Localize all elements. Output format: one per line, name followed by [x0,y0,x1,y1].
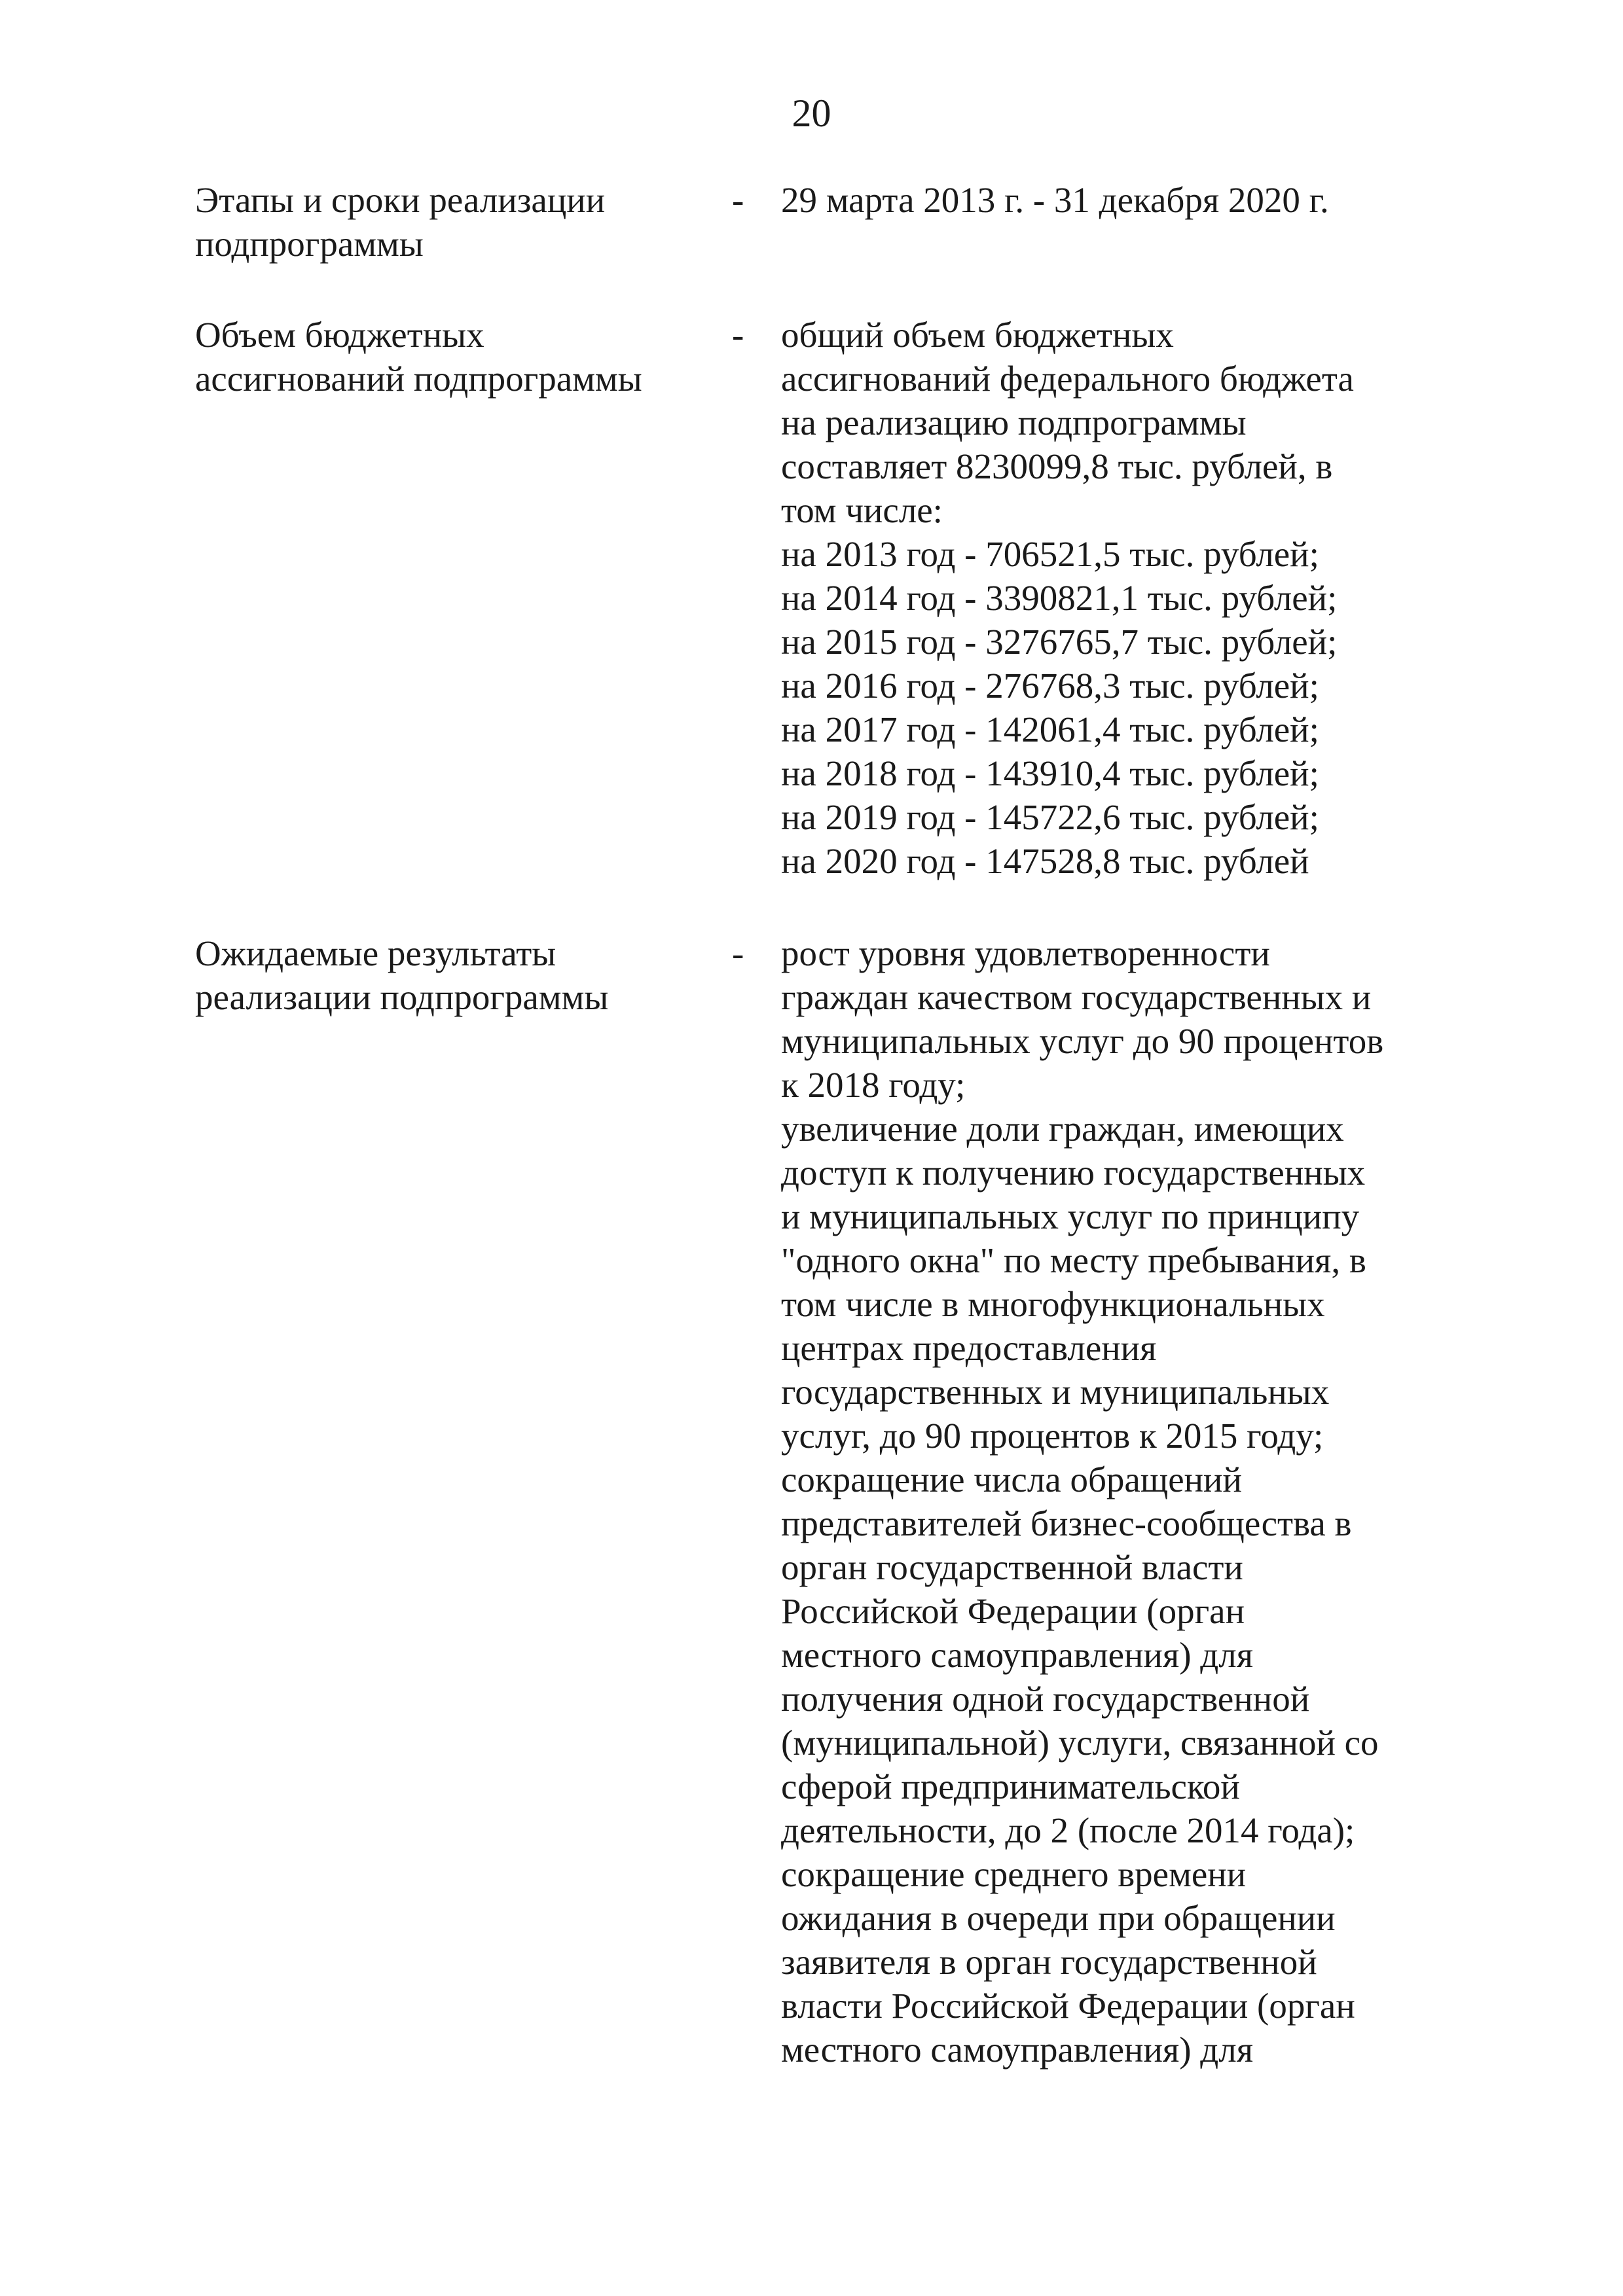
budget-year-line: на 2017 год - 142061,4 тыс. рублей; [781,709,1319,749]
section-content [781,313,1475,883]
label-line: реализации подпрограммы [195,977,609,1017]
content-line: центрах предоставления [781,1328,1157,1368]
budget-year-line: на 2016 год - 276768,3 тыс. рублей; [781,666,1319,706]
content-line: граждан качеством государственных и [781,977,1372,1017]
content-line: ожидания в очереди при обращении [781,1898,1336,1938]
content-line: рост уровня удовлетворенности [781,933,1270,973]
label-line: ассигнований подпрограммы [195,359,642,399]
budget-year-line: на 2013 год - 706521,5 тыс. рублей; [781,534,1319,574]
dash-separator: - [732,933,744,973]
budget-year-line: на 2015 год - 3276765,7 тыс. рублей; [781,622,1338,662]
content-line: сокращение числа обращений [781,1460,1242,1499]
content-line: на реализацию подпрограммы [781,403,1247,442]
label-line: Объем бюджетных [195,315,484,355]
dash-separator: - [732,180,744,220]
content-line: государственных и муниципальных [781,1372,1330,1412]
budget-year-line: на 2014 год - 3390821,1 тыс. рублей; [781,578,1338,618]
content-line: ассигнований федерального бюджета [781,359,1354,399]
content-line: (муниципальной) услуги, связанной со [781,1723,1379,1763]
section-label [195,178,739,266]
content-line: получения одной государственной [781,1679,1310,1719]
content-line: власти Российской Федерации (орган [781,1986,1355,2026]
content-line: сокращение среднего времени [781,1854,1247,1894]
budget-year-line: на 2019 год - 145722,6 тыс. рублей; [781,797,1319,837]
dash-separator: - [732,315,744,355]
label-line: подпрограммы [195,224,424,264]
content-line: общий объем бюджетных [781,315,1174,355]
section-label [195,931,739,1019]
content-line: увеличение доли граждан, имеющих [781,1109,1344,1149]
section-content [781,931,1475,2072]
page-number: 20 [792,92,831,135]
label-line: Ожидаемые результаты [195,933,556,973]
content-line: доступ к получению государственных [781,1153,1366,1193]
label-line: Этапы и сроки реализации [195,180,606,220]
section-content [781,178,1475,222]
content-line: 29 марта 2013 г. - 31 декабря 2020 г. [781,180,1329,220]
content-line: местного самоуправления) для [781,1635,1254,1675]
content-line: заявителя в орган государственной [781,1942,1317,1982]
content-line: том числе в многофункциональных [781,1284,1325,1324]
content-line: муниципальных услуг до 90 процентов [781,1021,1384,1061]
content-line: сферой предпринимательской [781,1767,1240,1806]
content-line: деятельности, до 2 (после 2014 года); [781,1810,1355,1850]
content-line: "одного окна" по месту пребывания, в [781,1240,1366,1280]
content-line: и муниципальных услуг по принципу [781,1196,1360,1236]
content-line: орган государственной власти [781,1547,1243,1587]
content-line: Российской Федерации (орган [781,1591,1245,1631]
budget-year-line: на 2018 год - 143910,4 тыс. рублей; [781,753,1319,793]
section-label [195,313,739,401]
content-line: к 2018 году; [781,1065,966,1105]
content-line: составляет 8230099,8 тыс. рублей, в [781,446,1333,486]
content-line: том числе: [781,490,943,530]
content-line: местного самоуправления) для [781,2030,1254,2070]
budget-year-line: на 2020 год - 147528,8 тыс. рублей [781,841,1309,881]
content-line: услуг, до 90 процентов к 2015 году; [781,1416,1324,1456]
content-line: представителей бизнес-сообщества в [781,1503,1352,1543]
